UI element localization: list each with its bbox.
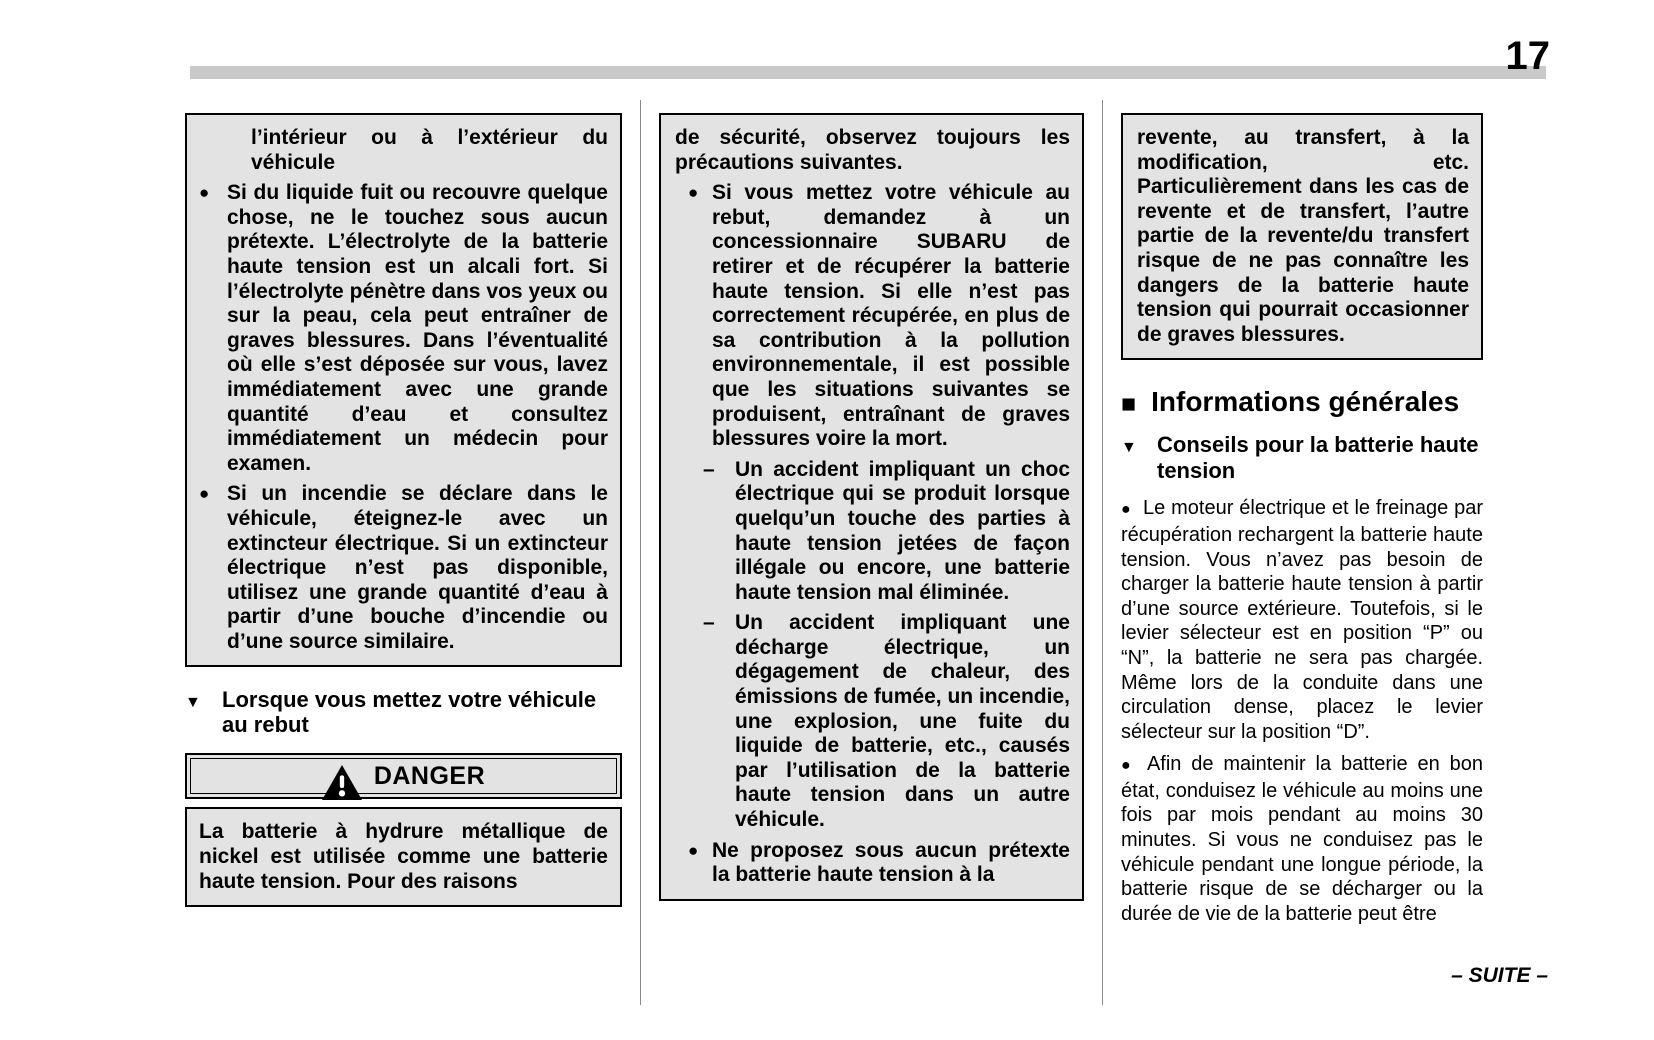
- danger-text-box: [185, 807, 622, 907]
- safety-box-heading-continuation: l’intérieur ou à l’extérieur du véhicule: [251, 126, 608, 174]
- body-paragraph: [1121, 496, 1483, 744]
- sub-list-item-text: Un accident impliquant un choc électrique qui se produit lorsque quelqu’un touche des parties à haute tension jetées de façon illégale ou encore, une batterie haute tension mal éliminée.: [735, 457, 1070, 604]
- body-paragraph: [1121, 752, 1483, 926]
- list-item: [673, 839, 1070, 888]
- triangle-marker-icon: ▼: [1121, 439, 1137, 457]
- column-right: [1121, 113, 1483, 926]
- column-middle: [659, 113, 1084, 901]
- warning-box-continuation-text: revente, au transfert, à la modification, etc. Particulièrement dans les cas de revente et de transfert, l’autre partie de la revente/du transfert risque de ne pas connaître les dangers de la batterie haute tension qui pourrait occasionner de graves blessures.: [1137, 126, 1469, 346]
- danger-banner: [185, 753, 622, 799]
- bullet-icon: ●: [688, 183, 699, 203]
- bullet-icon: ●: [199, 183, 210, 203]
- sub-list-item-text: Un accident impliquant une décharge électrique, un dégagement de chaleur, des émissions de fumée, un incendie, une explosion, une fuite du liquide de batterie, etc., causés par l’utilisation de la batterie haute tension dans un autre véhicule.: [735, 611, 1070, 832]
- dash-marker: –: [703, 457, 715, 481]
- precautions-warning-box: [659, 113, 1084, 901]
- warning-box-continuation: [1121, 113, 1483, 360]
- section-heading-rebut: [185, 687, 622, 737]
- bullet-icon: ●: [1121, 501, 1131, 519]
- top-rule: [190, 66, 1546, 79]
- list-item: [199, 482, 608, 654]
- list-item: [673, 181, 1070, 452]
- triangle-marker-icon: ▼: [185, 694, 201, 712]
- warning-triangle-icon: [322, 765, 362, 800]
- section-title-informations-generales: [1121, 386, 1483, 418]
- section-heading-text: Lorsque vous mettez votre véhicule au rebut: [222, 687, 597, 738]
- list-item-text: Si un incendie se déclare dans le véhicule, éteignez-le avec un extincteur électrique. Si un extincteur électrique n’est pas disponible, utilisez une grande quantité d’eau à partir d’une bouche d’incendie ou d’une source similaire.: [227, 482, 608, 653]
- content-columns: [185, 113, 1485, 1005]
- list-item-text: Si du liquide fuit ou recouvre quelque chose, ne le touchez sous aucun prétexte. L’électrolyte de la batterie haute tension est un alcali fort. Si l’électrolyte pénètre dans vos yeux ou sur la peau, cela peut entraîner de graves blessures. Dans l’éventualité où elle s’est déposée sur vous, lavez immédiatement avec une grande quantité d’eau et consultez immédiatement un médecin pour examen.: [227, 181, 608, 475]
- precautions-intro-continuation: de sécurité, observez toujours les précautions suivantes.: [675, 126, 1070, 174]
- continuation-marker: – SUITE –: [1451, 964, 1548, 987]
- column-separator: [640, 100, 641, 1005]
- safety-warning-box: [185, 113, 622, 667]
- column-separator: [1102, 100, 1103, 1005]
- bullet-icon: ●: [1121, 757, 1135, 775]
- dash-marker: –: [703, 611, 715, 635]
- square-marker-icon: ■: [1121, 389, 1137, 418]
- bullet-icon: ●: [199, 484, 210, 504]
- list-item: [199, 181, 608, 476]
- body-paragraph-text: Le moteur électrique et le freinage par récupération rechargent la batterie haute tension. Vous n’avez pas besoin de charger la batterie haute tension à partir d’une source extérieure. Toutefois, si le levier sélecteur est en position “P” ou “N”, la batterie ne sera pas chargée. Même lors de la conduite dans une circulation dense, placez le levier sélecteur sur la position “D”.: [1121, 497, 1483, 743]
- page-number: 17: [1505, 34, 1550, 78]
- bullet-icon: ●: [688, 840, 699, 860]
- list-item-text: Si vous mettez votre véhicule au rebut, demandez à un concessionnaire SUBARU de retirer et de récupérer la batterie haute tension. Si elle n’est pas correctement récupérée, en plus de sa contribution à la pollution environnementale, il est possible que les situations suivantes se produisent, entraînant de graves blessures voire la mort.: [712, 181, 1070, 451]
- body-paragraph-text: Afin de maintenir la batterie en bon état, conduisez le véhicule au moins une fois par mois pendant au moins 30 minutes. Si vous ne conduisez pas le véhicule pendant une longue période, la batterie risque de se décharger ou la durée de vie de la batterie peut être: [1121, 753, 1483, 925]
- danger-text: La batterie à hydrure métallique de nickel est utilisée comme une batterie haute tension. Pour des raisons: [199, 820, 608, 893]
- danger-label: DANGER: [373, 761, 486, 790]
- column-left: [185, 113, 622, 907]
- sub-list-item: [703, 458, 1070, 606]
- list-item-text: Ne proposez sous aucun prétexte la batterie haute tension à la: [712, 838, 1070, 887]
- sub-list-item: [703, 611, 1070, 832]
- subsection-conseils-batterie: [1121, 432, 1483, 484]
- subsection-title-text: Conseils pour la batterie haute tension: [1157, 432, 1479, 484]
- section-title-text: Informations générales: [1151, 386, 1460, 418]
